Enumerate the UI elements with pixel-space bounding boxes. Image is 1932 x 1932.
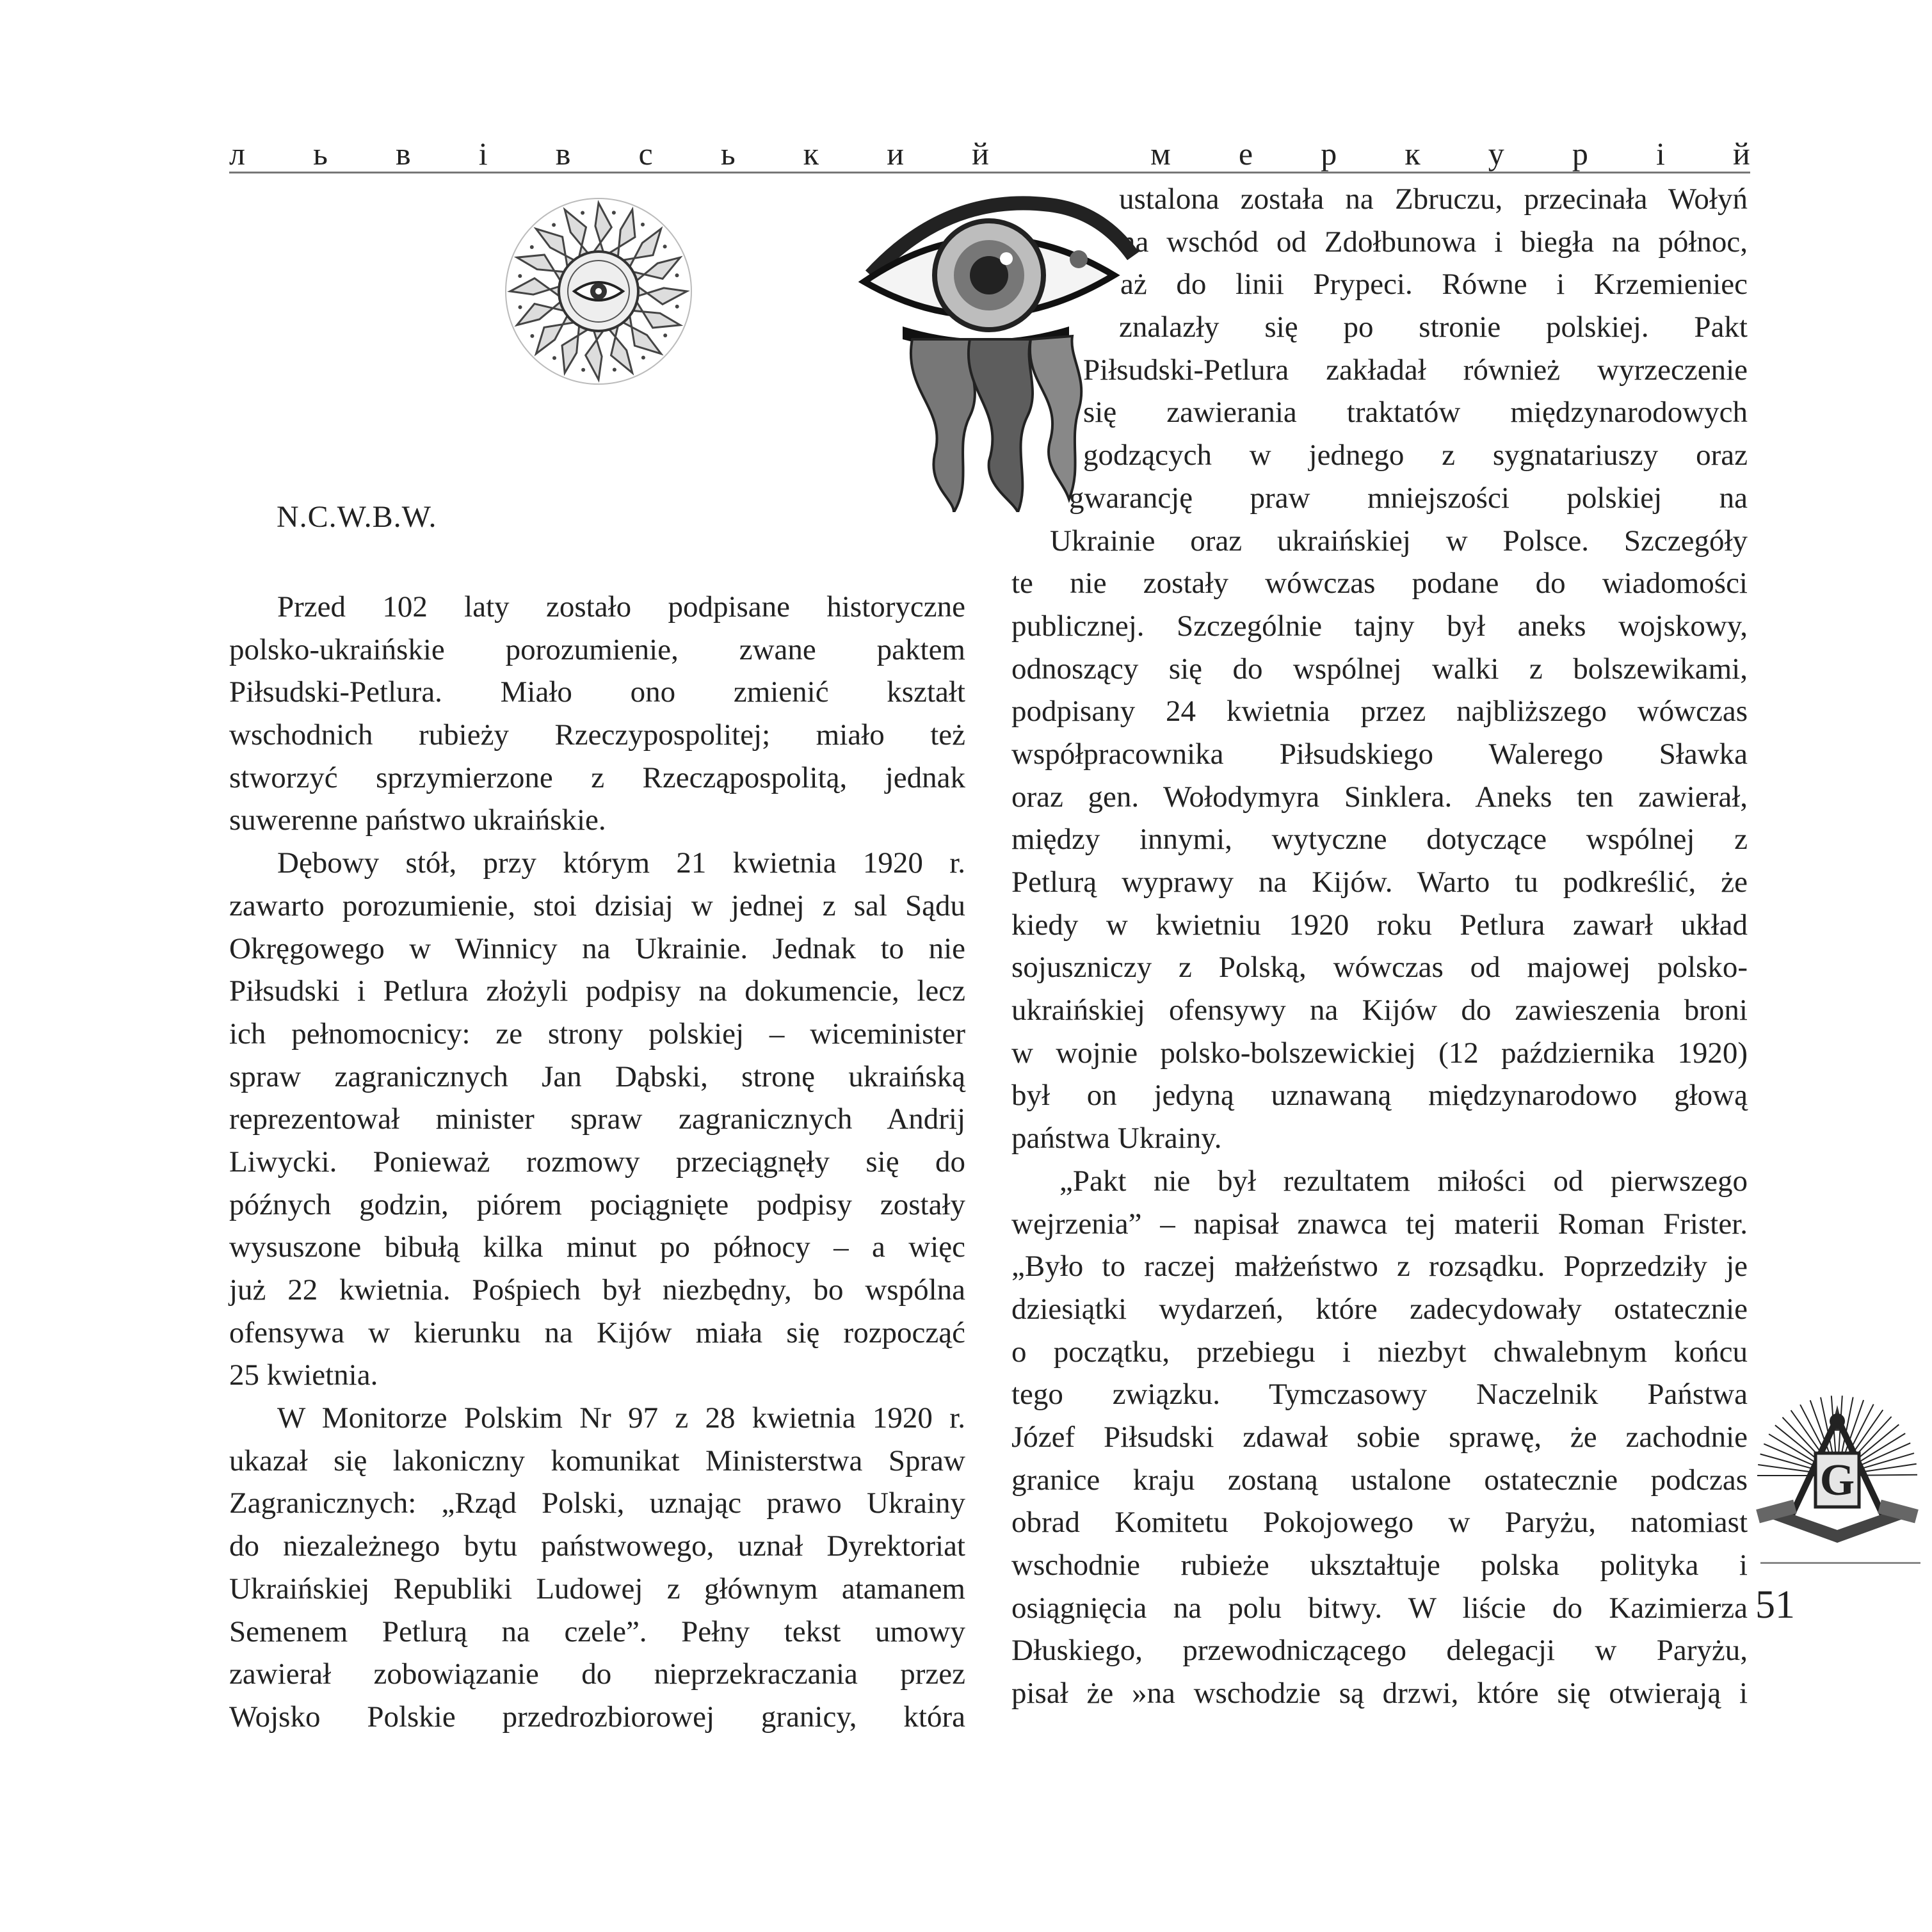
text-line: w wojnie polsko-bolszewickiej (12 października 1920) [1011,1036,1748,1070]
header-letter: м [1150,136,1171,172]
header-letter: у [1488,136,1504,172]
text-line: Ukraińskiej Republiki Ludowej z głównym atamanem [229,1572,965,1606]
sun-star [530,334,534,338]
text-line: wschodnie rubieże ukształtuje polska polityka i [1011,1549,1748,1582]
sun-star [675,273,679,277]
sun-ray [609,326,632,373]
header-letter: е [1238,136,1253,172]
header-letter: к [1405,136,1421,172]
sun-star [552,356,556,360]
header-letter: р [1572,136,1588,172]
text-line: Petlurą wyprawy na Kijów. Warto tu podkreślić, że [1011,865,1748,899]
sun-star [641,223,645,227]
header-letter: ь [313,136,328,172]
text-line: do niezależnego bytu państwowego, uznał Dyrektoriat [229,1529,965,1563]
text-line: granice kraju zostaną ustalone ostatecznie podczas [1011,1463,1748,1497]
text-line: odnoszący się do wspólnej walki z bolszewikami, [1011,652,1748,686]
page-number: 51 [1755,1583,1795,1627]
text-line: gwarancję praw mniejszości polskiej na [1069,481,1748,515]
text-line: na wschód od Zdołbunowa i biegła na północ, [1120,225,1748,259]
running-header [229,134,1750,173]
text-line: polsko-ukraińskie porozumienie, zwane paktem [229,632,965,666]
text-line: ukazał się lakoniczny komunikat Ministerstwa Spraw [229,1444,965,1477]
sun-ray [565,210,588,257]
sun-ray [517,302,565,325]
square-and-compass-icon [1754,1392,1920,1552]
header-letter: і [478,136,488,172]
text-line: reprezentował minister spraw zagranicznych Andrij [229,1102,965,1136]
text-line: ustalona została na Zbruczu, przecinała Wołyń [1119,182,1748,216]
sun-ray [638,287,687,305]
sun-star [581,211,584,215]
header-letter: с [638,136,653,172]
text-line: suwerenne państwo ukraińskie. [229,803,606,837]
text-line: Piłsudski i Petlura złożyli podpisy na dokumencie, lecz [229,974,965,1008]
header-letter: и [887,136,904,172]
text-line: aż do linii Prypeci. Równe i Krzemieniec [1120,268,1748,302]
sun-star [518,274,522,278]
text-line: osiągnięcia na polu bitwy. W liście do Kazimierza [1011,1591,1748,1625]
header-letter: р [1321,136,1337,172]
text-line: Ukrainie oraz ukraińskiej w Polsce. Szczegóły [1050,524,1748,558]
text-line: państwa Ukrainy. [1011,1122,1222,1155]
author-signature: N.C.W.B.W. [277,500,437,534]
text-line: podpisany 24 kwietnia przez najbliższego wówczas [1011,695,1748,729]
header-letter: в [396,136,411,172]
header-letter: ь [720,136,736,172]
text-line: Piłsudski-Petlura zakładał również wyrzeczenie [1083,353,1748,387]
text-line: Okręgowego w Winnicy na Ukrainie. Jednak to nie [229,931,965,965]
text-line: W Monitorze Polskim Nr 97 z 28 kwietnia 1920 r. [277,1401,965,1435]
sun-star [612,211,616,214]
sun-ray [633,257,680,280]
header-letter: й [972,136,989,172]
sun-ray [517,255,565,280]
sun-ray [633,302,680,328]
text-line: Piłsudski-Petlura. Miało ono zmienić kształt [229,675,965,709]
text-line: publicznej. Szczególnie tajny był aneks wojskowy, [1011,609,1748,643]
sun-ray [609,210,635,257]
text-line: spraw zagranicznych Jan Dąbski, stronę ukraińską [229,1059,965,1093]
sun-with-eye-icon [503,195,695,387]
text-line: Zagranicznych: „Rząd Polski, uznając prawo Ukrainy [229,1486,965,1520]
text-line: Dębowy stół, przy którym 21 kwietnia 1920 r. [277,846,965,880]
sun-star [581,368,585,372]
text-line: wejrzenia” – napisał znawca tej materii Roman Frister. [1011,1207,1748,1241]
text-line: Przed 102 laty zostało podpisane historyczne [277,590,965,624]
text-line: współpracownika Piłsudskiego Walerego Sławka [1011,737,1748,771]
text-line: Semenem Petlurą na czele”. Pełny tekst umowy [229,1614,965,1648]
sun-star [663,334,667,337]
text-line: Wojsko Polskie przedrozbiorowej granicy, która [229,1700,965,1734]
right-column-text [1011,178,1748,1715]
sun-ray [586,331,604,380]
text-line: dziesiątki wydarzeń, które zadecydowały ostatecznie [1011,1292,1748,1326]
text-line: Józef Piłsudski zdawał sobie sprawę, że zachodnie [1011,1420,1748,1454]
text-line: 25 kwietnia. [229,1358,378,1392]
text-line: „Pakt nie był rezultatem miłości od pierwszego [1059,1164,1748,1198]
text-line: był on jedyną uznawaną międzynarodowo głową [1011,1079,1748,1113]
sun-star [663,245,667,248]
text-line: wschodnich rubieży Rzeczypospolitej; miało też [229,718,965,752]
text-line: „Było to raczej małżeństwo z rozsądku. Poprzedziły je [1011,1250,1748,1284]
sun-ray [594,203,612,252]
header-letter: і [1656,136,1665,172]
sun-star [641,356,645,360]
text-line: oraz gen. Wołodymyra Sinklera. Aneks ten zawierał, [1011,780,1748,814]
text-line: kiedy w kwietniu 1920 roku Petlura zawarł układ [1011,908,1748,942]
text-line: późnych godzin, piórem pociągnięte podpisy zostały [229,1187,965,1221]
text-line: Liwycki. Ponieważ rozmowy przeciągnęły się do [229,1145,965,1179]
text-line: godzących w jednego z sygnatariuszy oraz [1083,439,1748,472]
text-line: znalazły się po stronie polskiej. Pakt [1119,310,1748,344]
header-letter: в [555,136,571,172]
text-line: o początku, przebiegu i niezbyt chwalebnym końcu [1011,1335,1748,1369]
sun-star [675,305,679,309]
sun-star [530,245,534,249]
footer-rule [1760,1562,1920,1564]
text-line: już 22 kwietnia. Pośpiech był niezbędny, bo wspólna [229,1273,965,1307]
header-letter: к [803,136,819,172]
sun-ray [510,278,559,296]
header-rule [229,172,1750,173]
text-line: zawierał zobowiązanie do nieprzekraczania przez [229,1657,965,1691]
text-line: sojuszniczy z Polską, wówczas od majowej polsko- [1011,951,1748,985]
text-line: wysuszone bibułą kilka minut po północy – a więc [229,1230,965,1264]
text-line: ukraińskiej ofensywy na Kijów do zawieszenia broni [1011,994,1748,1027]
text-line: pisał że »na wschodzie są drzwi, które się otwierają i [1011,1677,1748,1711]
text-line: się zawierania traktatów międzynarodowych [1083,396,1748,430]
sun-ray [562,326,588,373]
mason-g-letter: G [1819,1456,1855,1505]
text-line: między innymi, wytyczne dotyczące wspólnej z [1011,823,1748,857]
text-line: te nie zostały wówczas podane do wiadomości [1011,567,1748,600]
left-column-text [229,586,965,1739]
text-line: tego związku. Tymczasowy Naczelnik Państwa [1011,1378,1748,1412]
text-line: ich pełnomocnicy: ze strony polskiej – wiceminister [229,1017,965,1051]
text-line: obrad Komitetu Pokojowego w Paryżu, natomiast [1011,1506,1748,1540]
header-letter: й [1733,136,1750,172]
sun-star [613,368,616,372]
sun-star [552,223,556,227]
text-line: Dłuskiego, przewodniczącego delegacji w Paryżu, [1011,1634,1748,1668]
text-line: stworzyć sprzymierzone z Rzecząpospolitą, jednak [229,761,965,794]
text-line: ofensywa w kierunku na Kijów miała się rozpocząć [229,1316,965,1349]
sun-star [519,305,522,309]
text-line: zawarto porozumienie, stoi dzisiaj w jednej z sal Sądu [229,889,965,922]
header-letter: л [229,136,245,172]
